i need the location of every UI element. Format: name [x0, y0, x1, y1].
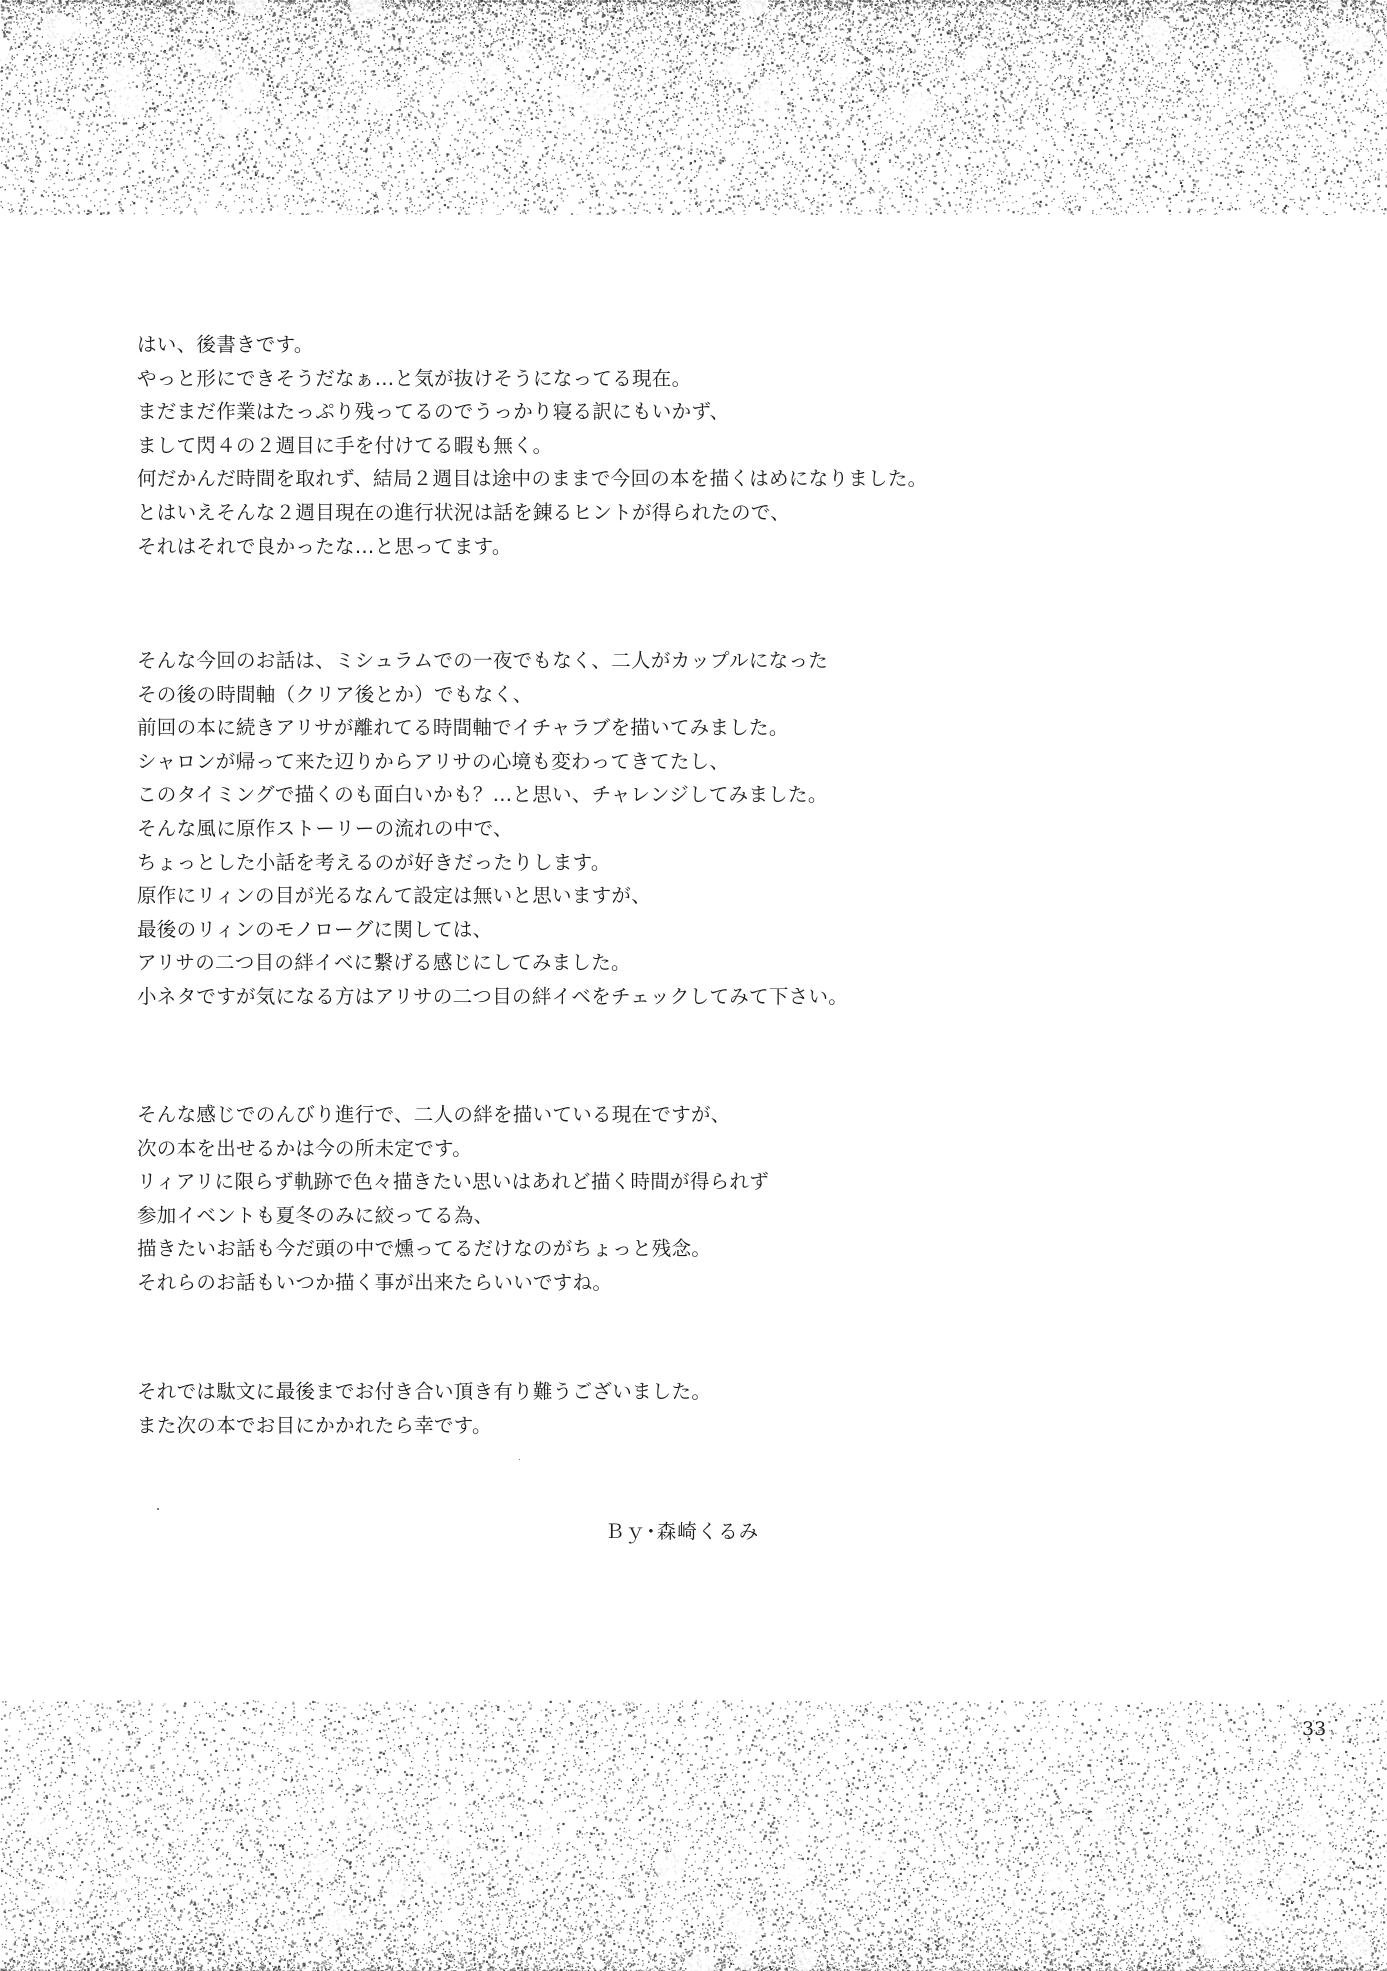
- text-line: まだまだ作業はたっぷり残ってるのでうっかり寝る訳にもいかず、: [137, 395, 927, 429]
- text-line: まして閃４の２週目に手を付けてる暇も無く。: [137, 429, 927, 463]
- text-line: そんな風に原作ストーリーの流れの中で、: [137, 812, 848, 846]
- ink-speck: [157, 1508, 159, 1510]
- text-line: はい、後書きです。: [137, 328, 927, 362]
- text-line: また次の本でお目にかかれたら幸です。: [137, 1409, 711, 1443]
- text-line: やっと形にできそうだなぁ…と気が抜けそうになってる現在。: [137, 362, 927, 396]
- text-line: 前回の本に続きアリサが離れてる時間軸でイチャラブを描いてみました。: [137, 711, 848, 745]
- text-line: とはいえそんな２週目現在の進行状況は話を錬るヒントが得られたので、: [137, 496, 927, 530]
- text-line: 何だかんだ時間を取れず、結局２週目は途中のままで今回の本を描くはめになりました。: [137, 462, 927, 496]
- afterword-paragraph-1: [137, 328, 927, 563]
- bottom-grain-texture: [0, 1700, 1387, 1971]
- afterword-paragraph-3: [137, 1098, 769, 1300]
- text-line: 最後のリィンのモノローグに関しては、: [137, 913, 848, 947]
- text-line: 描きたいお話も今だ頭の中で燻ってるだけなのがちょっと残念。: [137, 1232, 769, 1266]
- ink-speck: [519, 1459, 520, 1460]
- text-line: 参加イベントも夏冬のみに絞ってる為、: [137, 1199, 769, 1233]
- text-line: リィアリに限らず軌跡で色々描きたい思いはあれど描く時間が得られず: [137, 1165, 769, 1199]
- page-number: 33: [1302, 1718, 1326, 1740]
- text-line: シャロンが帰って来た辺りからアリサの心境も変わってきてたし、: [137, 745, 848, 779]
- text-line: それでは駄文に最後までお付き合い頂き有り難うございました。: [137, 1375, 711, 1409]
- text-line: 次の本を出せるかは今の所未定です。: [137, 1132, 769, 1166]
- afterword-paragraph-4: [137, 1375, 711, 1442]
- author-signature: Ｂｙ･森崎くるみ: [605, 1516, 759, 1544]
- text-line: それらのお話もいつか描く事が出来たらいいですね。: [137, 1266, 769, 1300]
- text-line: そんな今回のお話は、ミシュラムでの一夜でもなく、二人がカップルになった: [137, 644, 848, 678]
- text-line: 原作にリィンの目が光るなんて設定は無いと思いますが、: [137, 879, 848, 913]
- afterword-paragraph-2: [137, 644, 848, 1014]
- text-line: ちょっとした小話を考えるのが好きだったりします。: [137, 846, 848, 880]
- text-line: このタイミングで描くのも面白いかも？…と思い、チャレンジしてみました。: [137, 778, 848, 812]
- text-line: アリサの二つ目の絆イベに繋げる感じにしてみました。: [137, 946, 848, 980]
- text-line: そんな感じでのんびり進行で、二人の絆を描いている現在ですが、: [137, 1098, 769, 1132]
- text-line: その後の時間軸（クリア後とか）でもなく、: [137, 678, 848, 712]
- top-grain-texture: [0, 0, 1387, 215]
- text-line: 小ネタですが気になる方はアリサの二つ目の絆イベをチェックしてみて下さい。: [137, 980, 848, 1014]
- text-line: それはそれで良かったな…と思ってます。: [137, 530, 927, 564]
